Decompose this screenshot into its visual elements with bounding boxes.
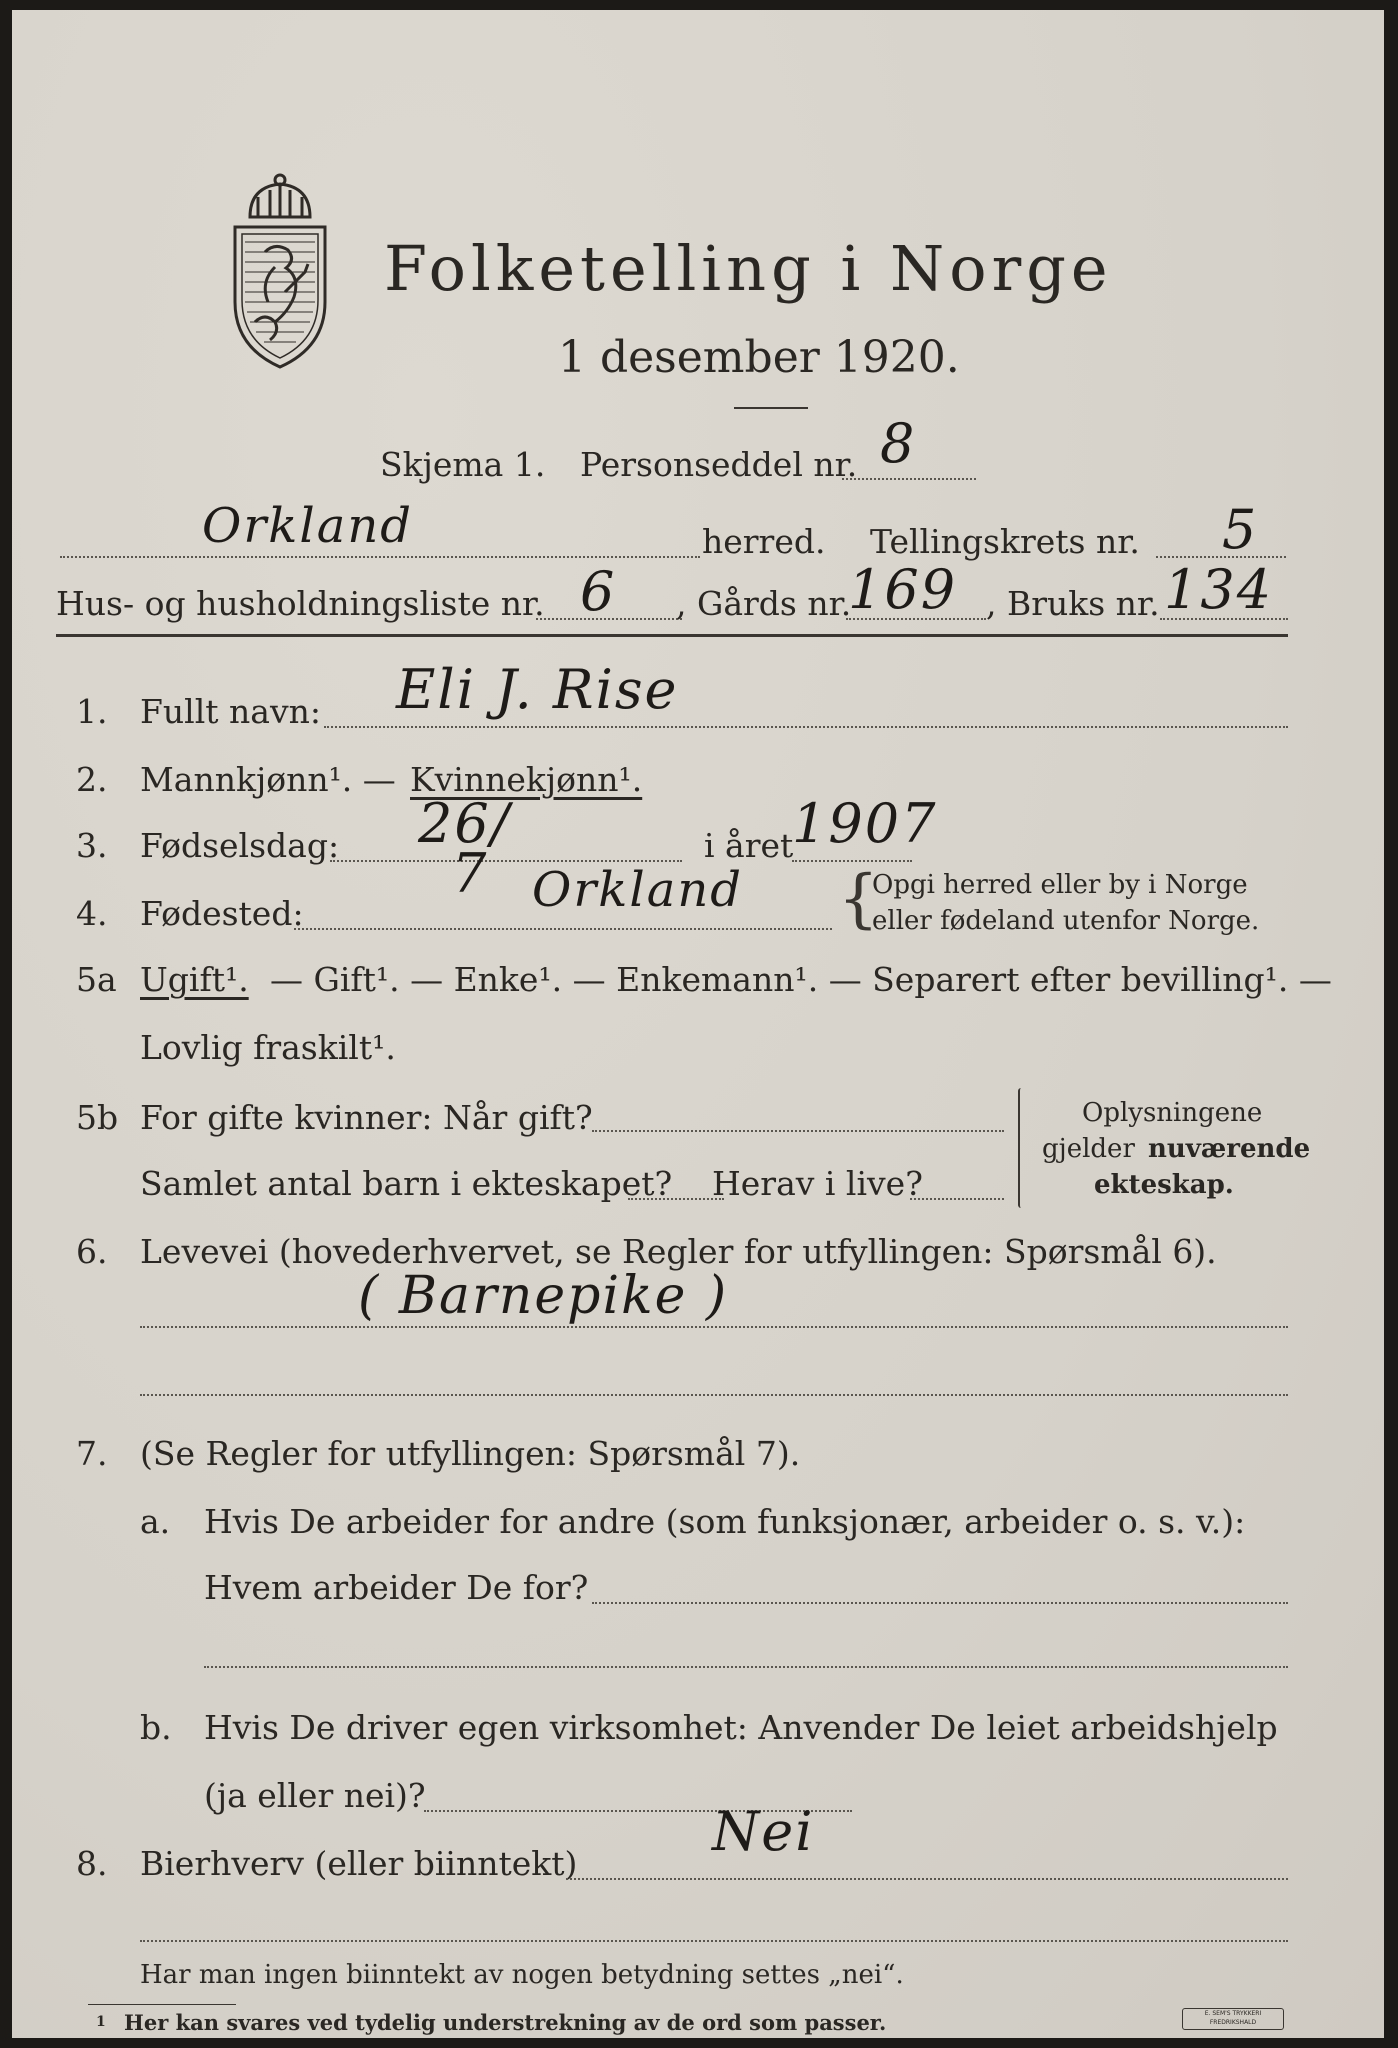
- footnote-text: Her kan svares ved tydelig understrekning av de ord som passer.: [124, 2010, 887, 2035]
- q8-line1: [566, 1878, 1288, 1880]
- bruks-value: 134: [1164, 558, 1274, 621]
- q4-brace: {: [838, 862, 879, 936]
- q6-line2: [140, 1394, 1288, 1396]
- q7a-line2: [204, 1666, 1288, 1668]
- q8-label: Bierhverv (eller biinntekt): [140, 1844, 578, 1883]
- q1-value: Eli J. Rise: [396, 658, 679, 721]
- q6-line1: [140, 1326, 1288, 1328]
- personseddel-label: Personseddel nr.: [580, 445, 858, 484]
- q5b-note-line3: ekteskap.: [1094, 1170, 1234, 1200]
- q7-number: 7.: [76, 1434, 108, 1473]
- footer-note: Har man ingen biinntekt av nogen betydning settes „nei“.: [140, 1960, 904, 1990]
- q7a-label: Hvis De arbeider for andre (som funksjonær, arbeider o. s. v.):: [204, 1502, 1246, 1541]
- norway-coat-of-arms-icon: [220, 172, 340, 372]
- q5b-children-line: [628, 1198, 724, 1200]
- q8-line2: [140, 1940, 1288, 1942]
- q8-value: Nei: [712, 1800, 815, 1863]
- hus-value: 6: [580, 560, 617, 623]
- q3-label: Fødselsdag:: [140, 826, 340, 865]
- q4-note-line1: Opgi herred eller by i Norge: [872, 870, 1248, 900]
- q5a-number: 5a: [76, 960, 117, 999]
- footnote-rule: [88, 2004, 236, 2005]
- bruks-label: , Bruks nr.: [986, 584, 1160, 623]
- q4-label: Fødested:: [140, 894, 304, 933]
- q5b-married-line: [592, 1130, 1004, 1132]
- skjema-label: Skjema 1.: [380, 445, 546, 484]
- q5b-number: 5b: [76, 1098, 119, 1137]
- tellingskrets-value: 5: [1222, 498, 1259, 561]
- q5b-note-line1: Oplysningene: [1082, 1098, 1263, 1128]
- q3-year: 1907: [792, 792, 938, 855]
- q1-line: [324, 726, 1288, 728]
- q1-label: Fullt navn:: [140, 692, 321, 731]
- hus-label: Hus- og husholdningsliste nr.: [56, 584, 545, 623]
- printer-name: E. SEM'S TRYKKERI: [1204, 2010, 1262, 2017]
- q5b-children-label: Samlet antal barn i ekteskapet?: [140, 1164, 673, 1203]
- q1-number: 1.: [76, 692, 108, 731]
- q7b-yesno-label: (ja eller nei)?: [204, 1776, 426, 1815]
- q4-value: Orkland: [532, 862, 743, 918]
- q5b-alive-label: Herav i live?: [712, 1164, 923, 1203]
- q5b-note-line2a: gjelder: [1042, 1134, 1135, 1164]
- form-date: 1 desember 1920.: [558, 332, 960, 383]
- q7b-label: Hvis De driver egen virksomhet: Anvender De leiet arbeidshjelp: [204, 1708, 1278, 1747]
- q2-number: 2.: [76, 760, 108, 799]
- q2-female: Kvinnekjønn¹.: [410, 760, 643, 799]
- personseddel-value: 8: [880, 412, 917, 475]
- herred-value: Orkland: [202, 498, 413, 554]
- q6-number: 6.: [76, 1232, 108, 1271]
- q3-day: 26/: [418, 792, 511, 855]
- q3-month: 7: [452, 842, 489, 905]
- printer-stamp: [1182, 2008, 1284, 2030]
- q7a-employer-label: Hvem arbeider De for?: [204, 1568, 589, 1607]
- q4-line: [294, 928, 832, 930]
- gards-label: , Gårds nr.: [676, 584, 852, 623]
- personseddel-line: [842, 478, 976, 480]
- census-form: [12, 10, 1384, 2038]
- title-divider: [734, 407, 808, 409]
- q6-value: ( Barnepike ): [358, 1266, 729, 1326]
- q4-number: 4.: [76, 894, 108, 933]
- printer-city: FREDRIKSHALD: [1209, 2019, 1257, 2026]
- q7b-letter: b.: [140, 1708, 172, 1747]
- gards-value: 169: [848, 558, 958, 621]
- q7a-employer-line: [592, 1602, 1288, 1604]
- q7a-letter: a.: [140, 1502, 171, 1541]
- q4-note-line2: eller fødeland utenfor Norge.: [872, 906, 1260, 936]
- tellingskrets-label: Tellingskrets nr.: [870, 522, 1140, 561]
- q5b-alive-line: [910, 1198, 1004, 1200]
- q2-male: Mannkjønn¹. —: [140, 760, 396, 799]
- q5b-note-line2b: nuværende: [1148, 1134, 1311, 1164]
- q5a-options: — Gift¹. — Enke¹. — Enkemann¹. — Separert efter bevilling¹. —: [270, 960, 1332, 999]
- q5b-label: For gifte kvinner: Når gift?: [140, 1098, 593, 1137]
- q6-label: Levevei (hovederhvervet, se Regler for utfyllingen: Spørsmål 6).: [140, 1232, 1217, 1271]
- q3-year-label: i året: [704, 826, 794, 865]
- herred-line: [60, 556, 700, 558]
- q5a-ugift: Ugift¹.: [140, 960, 249, 999]
- header-separator: [56, 634, 1288, 637]
- q8-number: 8.: [76, 1844, 108, 1883]
- footnote-number: 1: [96, 2014, 106, 2030]
- q5a-line2: Lovlig fraskilt¹.: [140, 1028, 396, 1067]
- herred-label: herred.: [702, 522, 826, 561]
- form-title: Folketelling i Norge: [384, 232, 1113, 305]
- q7-label: (Se Regler for utfyllingen: Spørsmål 7).: [140, 1434, 801, 1473]
- q3-number: 3.: [76, 826, 108, 865]
- q5b-bracket: [1018, 1088, 1024, 1208]
